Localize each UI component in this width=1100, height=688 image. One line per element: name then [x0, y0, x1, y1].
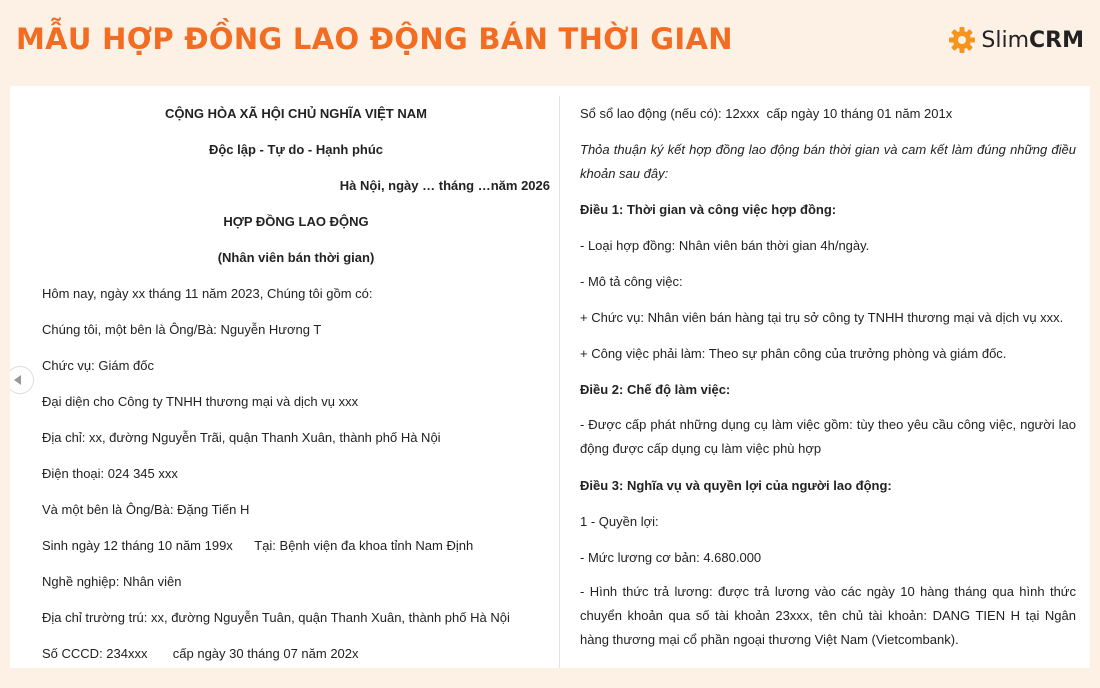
text-line: + Công việc phải làm: Theo sự phân công của trưởng phòng và giám đốc. — [580, 346, 1007, 361]
text-line: Sổ sổ lao động (nếu có): 12xxx cấp ngày 10 tháng 01 năm 201x — [580, 106, 953, 121]
article-2-heading: Điều 2: Chế độ làm việc: — [580, 382, 731, 397]
text-line: Nghề nghiệp: Nhân viên — [42, 574, 182, 589]
column-divider — [559, 96, 560, 668]
text-line: Chức vụ: Giám đốc — [42, 358, 155, 373]
text-line: - Mức lương cơ bản: 4.680.000 — [580, 550, 762, 565]
national-motto: Độc lập - Tự do - Hạnh phúc — [208, 142, 384, 157]
text-line: Địa chỉ: xx, đường Nguyễn Trãi, quận Thanh Xuân, thành phố Hà Nội — [42, 430, 441, 445]
text-line: Số CCCD: 234xxx cấp ngày 30 tháng 07 năm 202x — [42, 646, 359, 661]
text-paragraph: - Được cấp phát những dụng cụ làm việc gồm: tùy theo yêu cầu công việc, người lao động được cấp dụng cụ làm việc phù hợp — [580, 417, 1076, 456]
agreement-paragraph: Thỏa thuận ký kết hợp đồng lao động bán thời gian và cam kết làm đúng những điều khoản sau đây: — [580, 142, 1076, 181]
gear-icon — [948, 26, 976, 54]
contract-document — [10, 86, 1090, 668]
text-line: Đại diện cho Công ty TNHH thương mại và dịch vụ xxx — [42, 394, 359, 409]
text-line: Chúng tôi, một bên là Ông/Bà: Nguyễn Hương T — [42, 322, 322, 337]
text-line: Điện thoại: 024 345 xxx — [42, 466, 178, 481]
text-line: Hôm nay, ngày xx tháng 11 năm 2023, Chúng tôi gồm có: — [42, 286, 373, 301]
text-line: Sinh ngày 12 tháng 10 năm 199x Tại: Bệnh viện đa khoa tỉnh Nam Định — [42, 538, 474, 553]
slimcrm-logo[interactable] — [948, 26, 1084, 54]
text-line: - Loại hợp đồng: Nhân viên bán thời gian 4h/ngày. — [580, 238, 870, 253]
text-line: - Mô tả công việc: — [580, 274, 683, 289]
contract-subtitle: (Nhân viên bán thời gian) — [217, 250, 375, 265]
national-title: CỘNG HÒA XÃ HỘI CHỦ NGHĨA VIỆT NAM — [165, 106, 427, 121]
text-paragraph: - Hình thức trả lương: được trả lương vào các ngày 10 hàng tháng qua hình thức chuyển khoản qua số tài khoản 23xxx, tên chủ tài khoản: DANG TIEN H tại Ngân hàng thương mại cổ phần ngoại thương Việt Nam (Vietcombank). — [580, 584, 1076, 647]
prev-page-button[interactable] — [10, 366, 34, 394]
text-line: Và một bên là Ông/Bà: Đặng Tiến H — [42, 502, 250, 517]
contract-title: HỢP ĐỒNG LAO ĐỘNG — [223, 214, 369, 229]
text-line: + Chức vụ: Nhân viên bán hàng tại trụ sở công ty TNHH thương mại và dịch vụ xxx. — [580, 310, 1064, 325]
place-date: Hà Nội, ngày … tháng …năm 2026 — [339, 178, 550, 193]
article-3-heading: Điều 3: Nghĩa vụ và quyền lợi của người lao động: — [580, 478, 892, 493]
header — [0, 0, 1100, 86]
text-line: Địa chỉ trường trú: xx, đường Nguyễn Tuân, quận Thanh Xuân, thành phố Hà Nội — [42, 610, 510, 625]
article-1-heading: Điều 1: Thời gian và công việc hợp đồng: — [580, 202, 837, 217]
logo-text: SlimCRM — [981, 27, 1084, 53]
text-line: 1 - Quyền lợi: — [580, 514, 659, 529]
page-title: MẪU HỢP ĐỒNG LAO ĐỘNG BÁN THỜI GIAN — [16, 22, 733, 56]
